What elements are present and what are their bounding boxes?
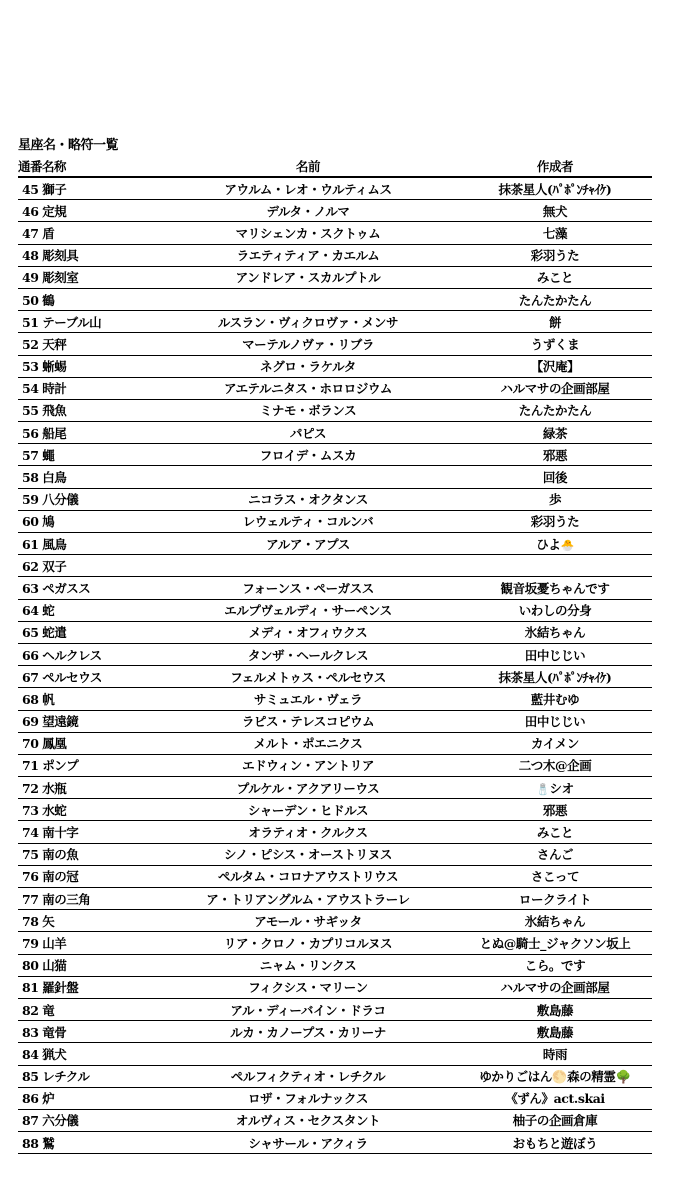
author-text: 氷結ちゃん — [524, 625, 586, 641]
table-row — [18, 755, 652, 777]
row-number-name: 74 南十字 — [22, 825, 79, 841]
row-number-name: 55 飛魚 — [22, 403, 67, 419]
row-name: ペルフィクティオ・レチクル — [230, 1069, 386, 1085]
row-author — [458, 934, 652, 952]
author-text: 柚子の企画倉庫 — [512, 1113, 598, 1129]
table-row — [18, 711, 652, 733]
row-author — [458, 867, 652, 885]
author-text: とぬ@騎士_ジャクソン坂上 — [479, 935, 631, 951]
document-title: 星座名・略符一覧 — [18, 138, 119, 153]
row-author — [458, 978, 652, 996]
row-number-name: 60 鳩 — [22, 514, 55, 530]
row-author — [458, 601, 652, 619]
row-author — [458, 1045, 652, 1063]
row-name: メルト・ポエニクス — [253, 736, 363, 752]
author-text: 藍井むゆ — [530, 691, 580, 707]
author-text: たんたかたん — [518, 403, 592, 419]
row-author — [458, 246, 652, 264]
row-name: エルプヴェルディ・サーペンス — [224, 603, 392, 619]
row-name: パピス — [289, 425, 327, 441]
author-text: 回後 — [542, 470, 568, 486]
row-number-name: 66 ヘルクレス — [22, 647, 102, 663]
row-name: フォーンス・ペーガスス — [242, 580, 374, 596]
author-text: 【沢庵】 — [530, 359, 580, 375]
row-number-name: 58 白鳥 — [22, 470, 67, 486]
row-number-name: 46 定規 — [22, 203, 67, 219]
row-number-name: 84 猟犬 — [22, 1046, 67, 1062]
row-author — [458, 224, 652, 242]
table-row — [18, 400, 652, 422]
author-text: 彩羽うた — [530, 514, 580, 530]
row-author — [458, 335, 652, 353]
author-text: ひよ — [536, 536, 561, 552]
row-name: シャサール・アクィラ — [248, 1135, 368, 1151]
table-row — [18, 600, 652, 622]
row-author — [458, 379, 652, 397]
table-row — [18, 1066, 652, 1088]
table-row — [18, 178, 652, 200]
author-text: 敷島藤 — [536, 1002, 574, 1018]
row-name: アルア・アプス — [266, 536, 350, 552]
row-number-name: 80 山猫 — [22, 958, 67, 974]
row-name: ルカ・カノープス・カリーナ — [230, 1024, 386, 1040]
row-author — [458, 313, 652, 331]
row-number-name: 56 船尾 — [22, 425, 67, 441]
table-header — [18, 156, 652, 178]
row-author — [458, 845, 652, 863]
row-author — [458, 1089, 652, 1107]
row-number-name: 52 天秤 — [22, 336, 67, 352]
row-author — [458, 512, 652, 530]
table-row — [18, 666, 652, 688]
author-text: ロークライト — [518, 891, 592, 907]
row-number-name: 85 レチクル — [22, 1069, 90, 1085]
table-row — [18, 289, 652, 311]
table-row — [18, 378, 652, 400]
row-name: アウルム・レオ・ウルティムス — [224, 181, 392, 197]
author-text: こら。です — [524, 958, 586, 974]
row-number-name: 62 双子 — [22, 558, 67, 574]
row-author — [458, 756, 652, 774]
row-name: ニャム・リンクス — [259, 958, 357, 974]
table-row — [18, 1110, 652, 1132]
author-text: ゆかりごはん🌕森の精霊🌳 — [479, 1069, 631, 1085]
row-number-name: 59 八分儀 — [22, 492, 79, 508]
table-row — [18, 821, 652, 843]
row-number-name: 79 山羊 — [22, 935, 67, 951]
table-row — [18, 489, 652, 511]
row-author — [458, 779, 652, 797]
row-author — [458, 734, 652, 752]
row-name: エドウィン・アントリア — [242, 758, 374, 774]
author-text: 《ずん》act.skai — [505, 1091, 605, 1107]
row-author — [458, 1111, 652, 1129]
author-text: 餅 — [548, 314, 562, 330]
row-name: ア・トリアングルム・アウストラーレ — [206, 891, 410, 907]
row-name: オルヴィス・セクスタント — [235, 1113, 381, 1129]
author-text: さんご — [536, 847, 574, 863]
row-number-name: 61 風鳥 — [22, 536, 67, 552]
row-name: メディ・オフィウクス — [248, 625, 368, 641]
table-row — [18, 688, 652, 710]
table-row — [18, 444, 652, 466]
author-text: 抹茶星人(ﾊﾟﾎﾟﾝﾁｬｲｹ) — [498, 669, 612, 685]
author-text: 時雨 — [542, 1046, 568, 1062]
header-name: 名前 — [295, 159, 321, 174]
author-text: 邪悪 — [542, 802, 568, 818]
row-name: ラエティティア・カエルム — [236, 248, 380, 264]
row-number-name: 72 水瓶 — [22, 780, 67, 796]
table-body — [18, 178, 652, 1154]
author-text: さこって — [530, 869, 580, 885]
row-author — [458, 823, 652, 841]
row-number-name: 75 南の魚 — [22, 847, 79, 863]
table-row — [18, 1088, 652, 1110]
row-name: タンザ・ヘールクレス — [247, 647, 369, 663]
row-number-name: 50 鶴 — [22, 292, 55, 308]
row-name: アンドレア・スカルプトル — [235, 270, 381, 286]
row-name: オラティオ・クルクス — [248, 825, 368, 841]
row-author — [458, 801, 652, 819]
row-number-name: 82 竜 — [22, 1002, 55, 1018]
row-name: ルスラン・ヴィクロヴァ・メンサ — [217, 314, 399, 330]
table-row — [18, 356, 652, 378]
header-author: 作成者 — [536, 159, 574, 174]
row-name: レウェルティ・コルンバ — [242, 514, 374, 530]
row-author — [458, 446, 652, 464]
row-number-name: 83 竜骨 — [22, 1024, 67, 1040]
row-number-name: 63 ペガスス — [22, 580, 91, 596]
row-author — [458, 890, 652, 908]
row-number-name: 78 矢 — [22, 913, 55, 929]
row-author — [458, 579, 652, 597]
row-author — [458, 912, 652, 930]
table-row — [18, 888, 652, 910]
table-row — [18, 977, 652, 999]
row-number-name: 45 獅子 — [22, 181, 67, 197]
table-row — [18, 622, 652, 644]
table-row — [18, 1021, 652, 1043]
row-author — [458, 623, 652, 641]
row-author — [458, 424, 652, 442]
table-row — [18, 777, 652, 799]
table-row — [18, 910, 652, 932]
table-row — [18, 511, 652, 533]
row-name: デルタ・ノルマ — [266, 203, 350, 219]
row-name: ラピス・テレスコピウム — [241, 714, 375, 730]
author-text: 邪悪 — [542, 447, 568, 463]
row-number-name: 47 盾 — [22, 225, 55, 241]
author-text: うずくま — [530, 336, 580, 352]
row-name: アモール・サギッタ — [254, 913, 362, 929]
row-number-name: 86 炉 — [22, 1091, 55, 1107]
author-text: 敷島藤 — [536, 1024, 574, 1040]
author-text: 抹茶星人(ﾊﾟﾎﾟﾝﾁｬｲｹ) — [498, 181, 612, 197]
row-name: アエテルニタス・ホロロジウム — [223, 381, 393, 397]
table-row — [18, 866, 652, 888]
row-name: ロザ・フォルナックス — [247, 1091, 368, 1107]
row-number-name: 70 鳳凰 — [22, 736, 67, 752]
author-text: 観音坂憂ちゃんです — [500, 580, 610, 596]
author-text: みこと — [536, 825, 574, 841]
author-text: カイメン — [531, 736, 579, 752]
row-number-name: 69 望遠鏡 — [22, 714, 79, 730]
row-author — [458, 268, 652, 286]
row-number-name: 68 帆 — [22, 691, 55, 707]
row-name: シノ・ピシス・オーストリヌス — [224, 847, 392, 863]
table-row — [18, 733, 652, 755]
table-row — [18, 577, 652, 599]
author-text: たんたかたん — [518, 292, 592, 308]
row-number-name: 57 蠅 — [22, 447, 55, 463]
author-text: 無犬 — [542, 203, 568, 219]
row-author — [458, 357, 652, 375]
constellation-document — [18, 136, 652, 1154]
author-text: みこと — [536, 270, 574, 286]
author-text: シオ — [549, 780, 574, 796]
row-name: プルケル・アクアリーウス — [236, 780, 380, 796]
row-name: ネグロ・ラケルタ — [260, 359, 356, 375]
row-number-name: 54 時計 — [22, 381, 67, 397]
author-text: 七藻 — [542, 225, 568, 241]
row-number-name: 77 南の三角 — [22, 891, 91, 907]
row-author — [458, 690, 652, 708]
row-number-name: 49 彫刻室 — [22, 270, 79, 286]
row-author — [458, 712, 652, 730]
row-number-name: 76 南の冠 — [22, 869, 79, 885]
row-author — [458, 646, 652, 664]
author-text: 彩羽うた — [530, 248, 580, 264]
table-row — [18, 799, 652, 821]
author-emoji: 🧂 — [536, 782, 550, 796]
table-row — [18, 644, 652, 666]
row-name: マリシェンカ・スクトゥム — [235, 225, 381, 241]
header-number: 通番名称 — [18, 159, 67, 174]
row-name: ニコラス・オクタンス — [248, 492, 368, 508]
row-author — [458, 1134, 652, 1152]
row-author — [458, 490, 652, 508]
row-author — [458, 668, 652, 686]
table-row — [18, 200, 652, 222]
row-author — [458, 1023, 652, 1041]
row-author — [458, 202, 652, 220]
row-number-name: 48 彫刻具 — [22, 248, 79, 264]
table-row — [18, 222, 652, 244]
author-text: いわしの分身 — [518, 603, 592, 619]
row-name: ミナモ・ボランス — [259, 403, 357, 419]
row-name: ペルタム・コロナアウストリウス — [217, 869, 399, 885]
row-author — [458, 291, 652, 309]
table-row — [18, 844, 652, 866]
row-name: リア・クロノ・カプリコルヌス — [223, 935, 393, 951]
row-name: サミュエル・ヴェラ — [253, 691, 363, 707]
row-author — [458, 401, 652, 419]
table-row — [18, 422, 652, 444]
row-number-name: 53 蜥蜴 — [22, 359, 67, 375]
row-name: シャーデン・ヒドルス — [247, 802, 369, 818]
author-text: 氷結ちゃん — [524, 913, 586, 929]
author-text: 二つ木@企画 — [518, 758, 592, 774]
author-text: 歩 — [548, 492, 562, 508]
row-name: フロイデ・ムスカ — [259, 447, 357, 463]
author-text: 緑茶 — [542, 425, 568, 441]
table-row — [18, 999, 652, 1021]
author-text: おもちと遊ぼう — [512, 1135, 598, 1151]
author-text: 田中じじい — [524, 714, 586, 730]
table-row — [18, 555, 652, 577]
table-row — [18, 1043, 652, 1065]
row-name: フェルメトゥス・ペルセウス — [230, 669, 386, 685]
table-row — [18, 267, 652, 289]
row-number-name: 71 ポンプ — [22, 758, 79, 774]
row-author — [458, 956, 652, 974]
row-name: アル・ディーバイン・ドラコ — [230, 1002, 386, 1018]
author-text: 田中じじい — [524, 647, 586, 663]
row-number-name: 64 蛇 — [22, 603, 55, 619]
table-row — [18, 333, 652, 355]
row-author — [458, 1067, 652, 1085]
table-row — [18, 932, 652, 954]
row-name: フィクシス・マリーン — [248, 980, 368, 996]
table-row — [18, 466, 652, 488]
author-text: ハルマサの企画部屋 — [500, 381, 610, 397]
row-number-name: 51 テーブル山 — [22, 314, 102, 330]
row-number-name: 67 ペルセウス — [22, 669, 102, 685]
table-row — [18, 245, 652, 267]
row-number-name: 73 水蛇 — [22, 802, 67, 818]
row-number-name: 88 鷲 — [22, 1135, 55, 1151]
row-author — [458, 535, 652, 553]
row-number-name: 65 蛇遣 — [22, 625, 67, 641]
table-row — [18, 311, 652, 333]
row-name: マーテルノヴァ・リブラ — [242, 336, 374, 352]
row-author — [458, 468, 652, 486]
row-author — [458, 1001, 652, 1019]
row-author — [458, 180, 652, 198]
table-row — [18, 533, 652, 555]
author-text: ハルマサの企画部屋 — [500, 980, 610, 996]
table-row — [18, 1132, 652, 1154]
author-emoji: 🐣 — [560, 538, 574, 552]
table-row — [18, 955, 652, 977]
row-number-name: 87 六分儀 — [22, 1113, 79, 1129]
row-number-name: 81 羅針盤 — [22, 980, 79, 996]
